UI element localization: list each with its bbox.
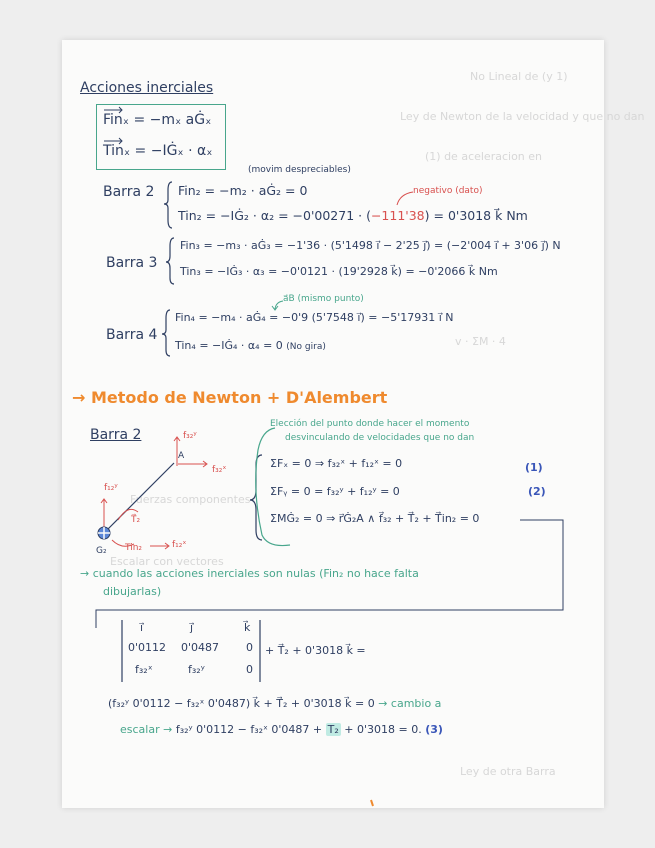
barra2-eq2-left: Tin₂ = −IĠ₂ · α₂ = −0'00271 · ( bbox=[178, 208, 371, 223]
negative-note: negativo (dato) bbox=[413, 186, 483, 196]
eq-num-2: (2) bbox=[528, 485, 546, 498]
remark-line-1: → cuando las acciones inerciales son nulas (Fin₂ no hace falta bbox=[80, 567, 419, 580]
bleed-text: No Lineal de (y 1) bbox=[470, 70, 568, 83]
matrix-cell: 0 bbox=[246, 641, 253, 654]
result-note: → cambio a bbox=[378, 697, 442, 710]
choice-note-1: Elección del punto donde hacer el momento bbox=[270, 419, 470, 429]
label-f12y: f₁₂ʸ bbox=[104, 483, 118, 493]
barra2-eq2-right: ) = 0'3018 k⃗ Nm bbox=[424, 208, 528, 223]
barra4-eq1: Fin₄ = −m₄ · aĠ₄ = −0'9 (5'7548 i⃗) = −5'17931 i⃗ N bbox=[175, 311, 454, 324]
section-title: Acciones inerciales bbox=[80, 80, 214, 96]
label-f12x: f₁₂ˣ bbox=[172, 540, 187, 550]
matrix-cell: 0'0112 bbox=[128, 641, 167, 654]
method-title: → Metodo de Newton + D'Alembert bbox=[72, 388, 388, 407]
matrix-cell: 0'0487 bbox=[181, 641, 220, 654]
barra2-eq2-value: −111'38 bbox=[370, 208, 425, 223]
matrix-header-j: j⃗ bbox=[190, 621, 194, 634]
barra2-section-label: Barra 2 bbox=[90, 427, 142, 443]
label-A: A bbox=[178, 451, 185, 461]
matrix-cell: f₃₂ʸ bbox=[188, 663, 205, 676]
remark-line-2: dibujarlas) bbox=[103, 585, 162, 598]
bleed-text: Ley de otra Barra bbox=[460, 765, 556, 778]
bleed-text: Escalar con vectores bbox=[110, 555, 224, 568]
barra4-note: a⃗B (mismo punto) bbox=[283, 294, 364, 304]
matrix-cell: f₃₂ˣ bbox=[135, 663, 153, 676]
eq-sum-moment: ΣMĠ₂ = 0 ⇒ r⃗Ġ₂A ∧ f⃗₃₂ + T⃗₂ + T⃗in₂ = 0 bbox=[270, 512, 480, 525]
bleed-text: Ley de Newton de la velocidad y que no dan bbox=[400, 110, 645, 123]
result-line2-highlight: T₂ bbox=[327, 723, 339, 736]
matrix-header-k: k⃗ bbox=[244, 621, 251, 634]
label-G2: G₂ bbox=[96, 546, 107, 556]
result-line2-note: escalar → bbox=[120, 723, 173, 736]
label-f32y: f₃₂ʸ bbox=[183, 431, 197, 441]
formula-fin: Finₓ = −mₓ aĠₓ bbox=[103, 112, 212, 128]
result-line2-right: + 0'3018 = 0. bbox=[344, 723, 422, 736]
matrix-tail: + T⃗₂ + 0'3018 k⃗ = bbox=[265, 644, 366, 657]
barra4-eq2-main: Tin₄ = −IĠ₄ · α₄ = 0 bbox=[175, 339, 283, 352]
eq-sum-fx: ΣFₓ = 0 ⇒ f₃₂ˣ + f₁₂ˣ = 0 bbox=[270, 457, 403, 470]
eq-num-1: (1) bbox=[525, 461, 543, 474]
bleed-text: v · ΣM · 4 bbox=[455, 335, 506, 348]
choice-note-2: desvinculando de velocidades que no dan bbox=[285, 433, 475, 443]
barra3-label: Barra 3 bbox=[106, 255, 158, 271]
result-line2-left: f₃₂ʸ 0'0112 − f₃₂ˣ 0'0487 + bbox=[175, 723, 323, 736]
eq-sum-fy: ΣFᵧ = 0 = f₃₂ʸ + f₁₂ʸ = 0 bbox=[270, 485, 400, 498]
bleed-text: (1) de aceleracion en bbox=[425, 150, 543, 163]
formula-tin: Tinₓ = −IĠₓ · αₓ bbox=[103, 143, 213, 159]
eq-num-3: (3) bbox=[425, 723, 443, 736]
barra2-note: (movim despreciables) bbox=[248, 165, 351, 175]
barra4-label: Barra 4 bbox=[106, 327, 158, 343]
barra2-label: Barra 2 bbox=[103, 184, 155, 200]
bleed-text: Fuerzas componentes bbox=[130, 493, 251, 506]
label-T2: T⃗₂ bbox=[131, 515, 141, 525]
matrix-cell: 0 bbox=[246, 663, 253, 676]
matrix-header-i: i⃗ bbox=[140, 621, 144, 634]
label-f32x: f₃₂ˣ bbox=[212, 465, 227, 475]
result-eq: (f₃₂ʸ 0'0112 − f₃₂ˣ 0'0487) k⃗ + T⃗₂ + 0'3018 k⃗ = 0 bbox=[108, 697, 375, 710]
barra3-eq2: Tin₃ = −IĠ₃ · α₃ = −0'0121 · (19'2928 k⃗) = −0'2066 k⃗ Nm bbox=[180, 265, 498, 278]
label-Tin2: Tin₂ bbox=[125, 543, 143, 553]
barra3-eq1: Fin₃ = −m₃ · aĠ₃ = −1'36 · (5'1498 i⃗ − 2'25 j⃗) = (−2'004 i⃗ + 3'06 j⃗) N bbox=[180, 239, 561, 252]
barra2-eq1: Fin₂ = −m₂ · aĠ₂ = 0 bbox=[178, 183, 308, 198]
barra4-eq2-note: (No gira) bbox=[286, 342, 326, 352]
